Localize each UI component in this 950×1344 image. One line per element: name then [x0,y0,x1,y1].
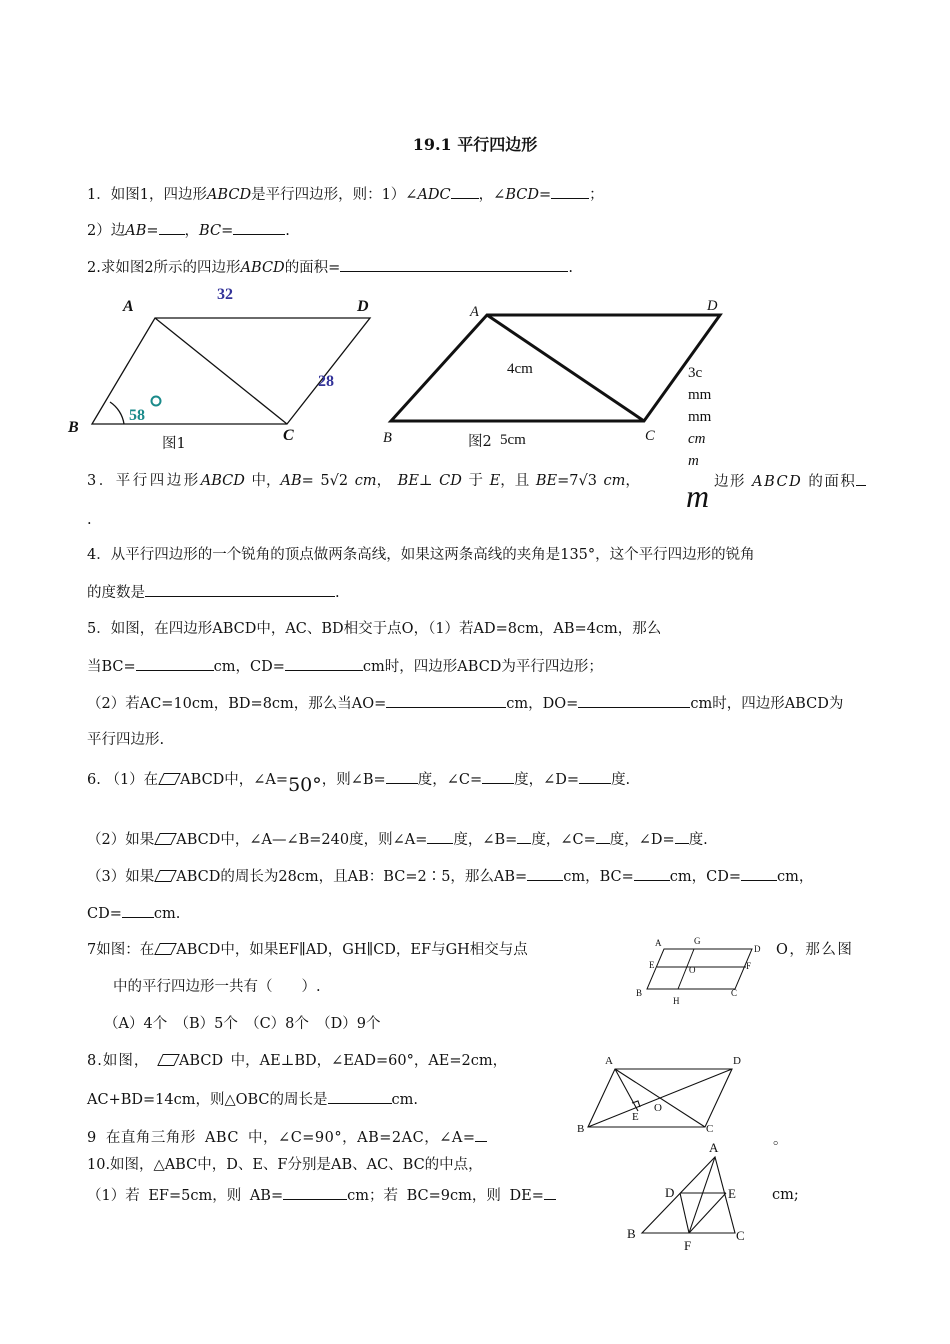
fig10-label-F: F [684,1238,692,1253]
line-EF [689,1193,726,1233]
fig8-label-B: B [577,1123,585,1135]
text: 中， [251,473,281,489]
fig8-label-D: D [733,1055,741,1067]
fig7-label-F: F [746,961,752,971]
fig2-diagonal-length: 4cm [507,361,533,377]
text: 的面积 [808,474,857,490]
line-AF [689,1157,715,1233]
fig7-label-B: B [636,988,643,998]
text: ABCD 中，AE⊥BD，∠EAD=60°，AE=2cm， [178,1053,508,1069]
text: AB [125,223,147,239]
text: 1．如图1，四边形 [87,187,207,203]
text: cm. [391,1092,419,1108]
text: ABCD [240,260,285,276]
text: BCD [505,187,539,203]
text: cm [354,473,377,489]
text: （2）如果 [87,832,155,848]
text: 50° [288,774,322,796]
fig8-label-A: A [605,1055,613,1067]
question-3-period: . [87,512,92,528]
fig7-label-E: E [649,960,655,970]
text: 7如图：在 [87,942,155,958]
text: ，且 [500,473,530,489]
fig10-label-B: B [627,1226,636,1241]
page-title: 19.1 平行四边形 [412,135,538,154]
question-4-line-1: 4．从平行四边形的一个锐角的顶点做两条高线，如果这两条高线的夹角是135°，这个平行四边形的锐角 [87,547,755,563]
fig8-label-E: E [632,1111,639,1123]
text: ， [184,223,200,239]
question-7-options: （A）4个 （B）5个 （C）8个 （D）9个 [104,1016,381,1032]
text: AB [280,473,302,489]
fig2-label-D: D [707,298,718,314]
fig1-angle: 58 [129,407,145,424]
text: cm. [153,906,181,922]
text: CD= [87,906,122,922]
text: 5√2 [320,473,349,489]
text: ，则∠B= [321,772,386,788]
text: AC+BD=14cm，则△OBC的周长是 [87,1092,328,1108]
text: 2）边 [87,223,126,239]
question-5-line-4: 平行四边形. [87,732,165,748]
fig1-top-length: 32 [217,286,233,303]
text: ABCD中，如果EF∥AD，GH∥CD，EF与GH相交与点 [176,942,528,958]
text: 于 [468,473,484,489]
text: CD [439,473,462,489]
text: cm时，四边形ABCD为平行四边形； [362,659,603,675]
fig2-big-m: m [686,478,710,514]
text: m [688,453,699,469]
text: . [285,223,290,239]
text: 边形 [714,474,746,490]
text: 度，∠B= [453,832,518,848]
text: cm，CD= [213,659,285,675]
text: ， [376,473,392,489]
text: = [221,223,234,239]
text: ABCD [200,473,245,489]
text: 3．平行四边形 [87,473,201,489]
text: = [557,473,570,489]
text: cm时，四边形ABCD为 [690,696,844,712]
text: BC [199,223,222,239]
text: cm；若 BC=9cm，则 DE= [347,1188,544,1204]
text: 度. [688,832,708,848]
text: （2）若AC=10cm，BD=8cm，那么当AO= [87,696,387,712]
text: 6. （1）在 [87,772,159,788]
fig10-label-E: E [728,1186,736,1201]
text: 2.求如图2所示的四边形 [87,260,241,276]
question-10-line-1: 10.如图，△ABC中，D、E、F分别是AB、AC、BC的中点， [87,1157,483,1173]
text: 的度数是 [87,585,145,601]
fig8-label-C: C [706,1123,714,1135]
fig7-label-A: A [655,938,662,948]
text: 是平行四边形，则：1）∠ [251,187,418,203]
text: （3）如果 [87,869,155,885]
text: 7√3 [569,473,597,489]
fig2-label-C: C [645,428,655,444]
text: ABCD [206,187,252,203]
text: 9 在直角三角形 ABC 中，∠C=90°，AB=2AC，∠A= [87,1130,476,1146]
fig10-label-C: C [736,1228,745,1243]
fig2-label-A: A [470,304,479,320]
text: . [335,585,340,601]
text: 度，∠D= [514,772,580,788]
fig1-label-C: C [283,427,294,444]
fig7-label-C: C [731,988,738,998]
triangle-ABC [642,1157,735,1233]
text: ，∠ [478,187,506,203]
line-DF [680,1193,689,1233]
fig7-label-H: H [673,996,680,1006]
text: ABCD中，∠A—∠B=240度，则∠A= [176,832,428,848]
question-9-end: 。 [773,1132,788,1148]
text: ABCD中，∠A= [180,772,289,788]
text: cm，DO= [506,696,579,712]
text: = [146,223,159,239]
text: 度，∠D= [609,832,675,848]
fig7-label-D: D [754,944,761,954]
fig1-label-A: A [123,298,134,315]
fig2-caption: 图2 [468,434,492,450]
text: ， [625,473,640,489]
fig1-right-length: 28 [318,373,334,390]
text: . [568,260,573,276]
text: BE [397,473,419,489]
text: 度，∠C= [531,832,596,848]
text: = [301,473,314,489]
text: BE [535,473,558,489]
text: 3c [688,365,703,381]
fig7-label-G: G [694,936,701,946]
text: mm [688,387,712,403]
text: cm，BC= [563,869,634,885]
question-7-line-2: 中的平行四边形一共有（ ）. [113,979,321,995]
fig10-label-A: A [709,1140,719,1155]
text: mm [688,409,712,425]
text: ABCD [752,474,803,490]
fig2-label-B: B [383,430,392,446]
text: 的面积= [284,260,341,276]
text: ⊥ [418,473,433,489]
question-7-line-1-end: O，那么图 [776,942,854,958]
fig1-label-B: B [68,419,79,436]
question-10-line-2-end: cm; [772,1187,799,1203]
text: E [489,473,501,489]
text: 8.如图， [87,1053,150,1069]
text: ADC [417,187,451,203]
text: = [538,187,552,203]
fig8-label-O: O [654,1102,662,1114]
text: ABCD的周长为28cm，且AB：BC=2∶5，那么AB= [176,869,528,885]
text: cm [688,431,706,447]
question-5-line-1: 5．如图，在四边形ABCD中，AC、BD相交于点O，（1）若AD=8cm，AB=4cm，那么 [87,621,662,637]
text: （1）若 EF=5cm，则 AB= [87,1188,284,1204]
text: 度，∠C= [417,772,483,788]
text: ； [589,187,604,203]
text: cm，CD= [669,869,741,885]
fig1-label-D: D [357,298,369,315]
fig7-label-O: O [689,965,696,975]
text: cm [603,473,626,489]
fig1-caption: 图1 [162,436,186,452]
fig2-bottom-length: 5cm [500,432,526,448]
fig10-label-D: D [665,1185,675,1200]
text: 度. [611,772,631,788]
text: cm， [777,869,814,885]
text: 当BC= [87,659,136,675]
